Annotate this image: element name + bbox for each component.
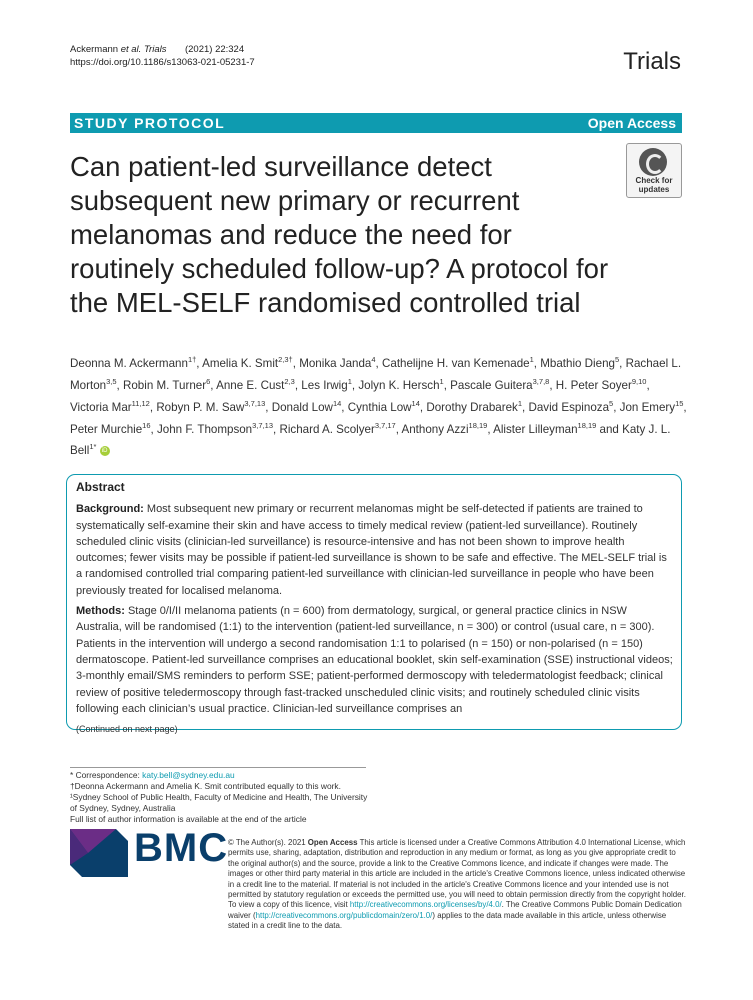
license-text-3: ) applies to the data made available in this article, unless otherwise stated in a credit line to the data. <box>228 910 667 931</box>
header-author: Ackermann <box>70 44 119 55</box>
author-affiliation-sup: 3,7,8 <box>532 376 550 386</box>
author-affiliation-sup: 9,10 <box>631 376 647 386</box>
author-name: Cathelijne H. van Kemenade <box>382 356 530 370</box>
running-header <box>70 43 244 56</box>
header-doi[interactable]: https://doi.org/10.1186/s13063-021-05231-7 <box>70 57 255 68</box>
author-affiliation-sup: 14 <box>332 398 342 408</box>
footnotes <box>70 770 370 825</box>
equal-contribution-note: †Deonna Ackermann and Amelia K. Smit contributed equally to this work. <box>70 781 341 791</box>
author-affiliation-sup: 3,7,17 <box>374 420 396 430</box>
author-name: David Espinoza <box>528 400 610 414</box>
license-text-1: This article is licensed under a Creative Commons Attribution 4.0 International License, which permits use, sharing, adaptation, distribution and reproduction in any medium or format, as long as you give appropriate credit to the original author(s) and the source, provide a link to the Creative Commons licence, and indicate if changes were made. The images or other third party material in this article are included in the article's Creative Commons licence, unless indicated otherwise in a credit line to the material. If material is not included in the article's Creative Commons licence and your intended use is not permitted by statutory regulation or exceeds the permitted use, you will need to obtain permission directly from the copyright holder. To view a copy of this licence, visit <box>228 838 686 910</box>
license-copyright: © The Author(s). 2021 <box>228 838 308 847</box>
header-etal: et al. <box>120 44 142 55</box>
journal-name: Trials <box>623 48 681 75</box>
author-affiliation-sup: 16 <box>142 420 151 430</box>
author-name: Amelia K. Smit <box>202 356 279 370</box>
license-statement <box>228 838 686 932</box>
correspondence-label: * Correspondence: <box>70 770 143 780</box>
publisher-logo-text: BMC <box>134 826 229 870</box>
author-affiliation-sup: 18,19 <box>468 420 488 430</box>
abstract-box <box>66 474 682 735</box>
author-name: Jon Emery <box>619 400 676 414</box>
background-text: Most subsequent new primary or recurrent melanomas might be self-detected if patients are trained to systematically self-examine their skin and have access to timely medical review (patient-led surveillance). Routinely scheduled clinic visits (clinician-led surveillance) is resource-intensive and has not been shown to improve health outcomes; fewer visits may be possible if patient-led surveillance is shown to be safe and effective. The MEL-SELF trial is a randomised controlled trial comparing patient-led surveillance with clinician-led surveillance in people who have been previously treated for localised melanoma. <box>76 503 667 597</box>
author-name: Anne E. Cust <box>216 378 285 392</box>
author-name: Les Irwig <box>301 378 348 392</box>
author-affiliation-sup: 5 <box>614 355 620 364</box>
author-affiliation-sup: 18,19 <box>577 420 597 430</box>
license-text-2: . The Creative Commons Public Domain Dedication waiver ( <box>228 900 682 920</box>
article-type-banner <box>70 113 682 133</box>
author-name: Victoria Mar <box>70 400 132 414</box>
author-list: Deonna M. Ackermann$^{1\dagger}$, Amelia K. Smit$^{2,3\dagger}$, Monika Janda$^4$, Cathelijne H. van Kemenade$^1$, Mbathio Dieng$^5$, Rachael L. Morton$^{3,5}$, Robin M. Turner$^6$, Anne E. Cust$^{2,3}$, Les Irwig$^1$, Jolyn K. Hersch$^1$, Pascale Guitera$^{3,7,8}$, H. Peter Soyer$^{9,10}$, Victoria Mar$^{11,12}$, Robyn P. M. Saw$^{3,7,13}$, Donald Low$^{14}$, Cynthia Low$^{14}$, Dorothy Drabarek$^1$, David Espinoza$^5$, Jon Emery$^{15}$, Peter Murchie$^{16}$, John F. Thompson$^{3,7,13}$, Richard A. Scolyer$^{3,7,17}$, Anthony Azzi$^{18,19}$, Alister Lilleyman$^{18,19}$ and Katy J. L. Bell$^{1*}$ iD <box>70 355 687 458</box>
author-affiliation-sup: 1 <box>439 376 444 386</box>
background-label: Background: <box>76 503 144 516</box>
full-list-note: Full list of author information is available at the end of the article <box>70 814 307 824</box>
author-name: Jolyn K. Hersch <box>358 378 440 392</box>
author-affiliation-sup: 3,7,13 <box>244 398 266 408</box>
author-name: Robyn P. M. Saw <box>156 400 245 414</box>
author-affiliation-sup: 4 <box>371 355 376 364</box>
author-affiliation-sup: 5 <box>609 398 614 408</box>
author-name: Mbathio Dieng <box>540 356 615 370</box>
abstract-heading: Abstract <box>76 480 125 494</box>
footnote-rule <box>70 767 366 768</box>
badge-line2: updates <box>638 185 670 194</box>
author-affiliation-sup: 1 <box>517 398 523 408</box>
author-name: Donald Low <box>271 400 333 414</box>
author-name: Richard A. Scolyer <box>279 422 375 436</box>
author-affiliation-sup: 15 <box>675 398 684 408</box>
affiliation-note: ¹Sydney School of Public Health, Faculty of Medicine and Health, The University of Sydney, Sydney, Australia <box>70 792 368 813</box>
orcid-icon[interactable]: iD <box>100 446 110 456</box>
author-affiliation-sup: 3,7,13 <box>252 420 273 430</box>
bmc-logo-icon <box>70 829 128 877</box>
author-name: Deonna M. Ackermann <box>70 356 188 370</box>
author-affiliation-sup: 1 <box>529 355 534 364</box>
author-affiliation-sup: 1† <box>187 355 197 364</box>
author-name: John F. Thompson <box>156 422 253 436</box>
correspondence-email[interactable]: katy.bell@sydney.edu.au <box>142 770 235 780</box>
author-name: Pascale Guitera <box>450 378 533 392</box>
abstract-background <box>76 501 674 599</box>
badge-line1: Check for <box>635 176 673 185</box>
author-name: Robin M. Turner <box>122 378 207 392</box>
author-affiliation-sup: 6 <box>206 376 211 386</box>
author-affiliation-sup: 11,12 <box>131 398 150 408</box>
abstract-methods <box>76 603 674 717</box>
license-link-cc-by[interactable]: http://creativecommons.org/licenses/by/4.0/ <box>349 900 502 910</box>
license-open-access: Open Access <box>307 838 358 847</box>
author-name: H. Peter Soyer <box>555 378 632 392</box>
author-name: Anthony Azzi <box>401 422 469 436</box>
methods-text: Stage 0/I/II melanoma patients (n = 600) from dermatology, surgical, or general practice clinics in NSW Australia, will be randomised (1:1) to the intervention (patient-led surveillance, n = 300) or control (usual care, n = 300). Patients in the intervention will undergo a second randomisation 1:1 to polarised (n = 150) or non-polarised (n = 150) dermatoscope. Patient-led surveillance comprises an educational booklet, skin self-examination (SSE) instructional videos; 3-monthly email/SMS reminders to perform SSE; patient-performed dermoscopy with teledermatologist feedback; clinical review of positive teledermoscopy through fast-tracked unscheduled clinic visits; and routinely scheduled clinic visits following each clinician’s usual practice. Clinician-led surveillance comprises an <box>76 605 673 715</box>
continued-note: (Continued on next page) <box>76 724 178 735</box>
author-name: Rachael L. Morton <box>70 356 682 392</box>
author-name: Dorothy Drabarek <box>426 400 518 414</box>
author-name: Monika Janda <box>299 356 372 370</box>
author-affiliation-sup: 1 <box>347 376 352 386</box>
author-affiliation-sup: 1* <box>89 442 97 452</box>
author-affiliation-sup: 3,5 <box>106 376 117 386</box>
header-journal: Trials <box>143 44 167 55</box>
open-access-label: Open Access <box>587 115 676 131</box>
check-updates-icon <box>639 148 667 176</box>
author-name: Katy J. L. Bell <box>70 422 671 458</box>
article-type-label: STUDY PROTOCOL <box>74 115 226 131</box>
methods-label: Methods: <box>76 605 125 618</box>
article-title: Can patient-led surveillance detect subsequent new primary or recurrent melanomas and reduce the need for routinely scheduled follow-up? A protocol for the MEL-SELF randomised controlled trial <box>70 151 609 318</box>
author-affiliation-sup: 14 <box>411 398 420 408</box>
author-affiliation-sup: 2,3† <box>278 355 293 364</box>
author-name: Alister Lilleyman <box>493 422 578 436</box>
check-for-updates-badge[interactable] <box>626 143 682 198</box>
author-affiliation-sup: 2,3 <box>284 376 295 386</box>
license-link-cc-zero[interactable]: http://creativecommons.org/publicdomain/zero/1.0/ <box>255 910 433 920</box>
author-name: Cynthia Low <box>347 400 412 414</box>
author-name: Peter Murchie <box>70 422 143 436</box>
header-year-volume: (2021) 22:324 <box>184 44 245 55</box>
